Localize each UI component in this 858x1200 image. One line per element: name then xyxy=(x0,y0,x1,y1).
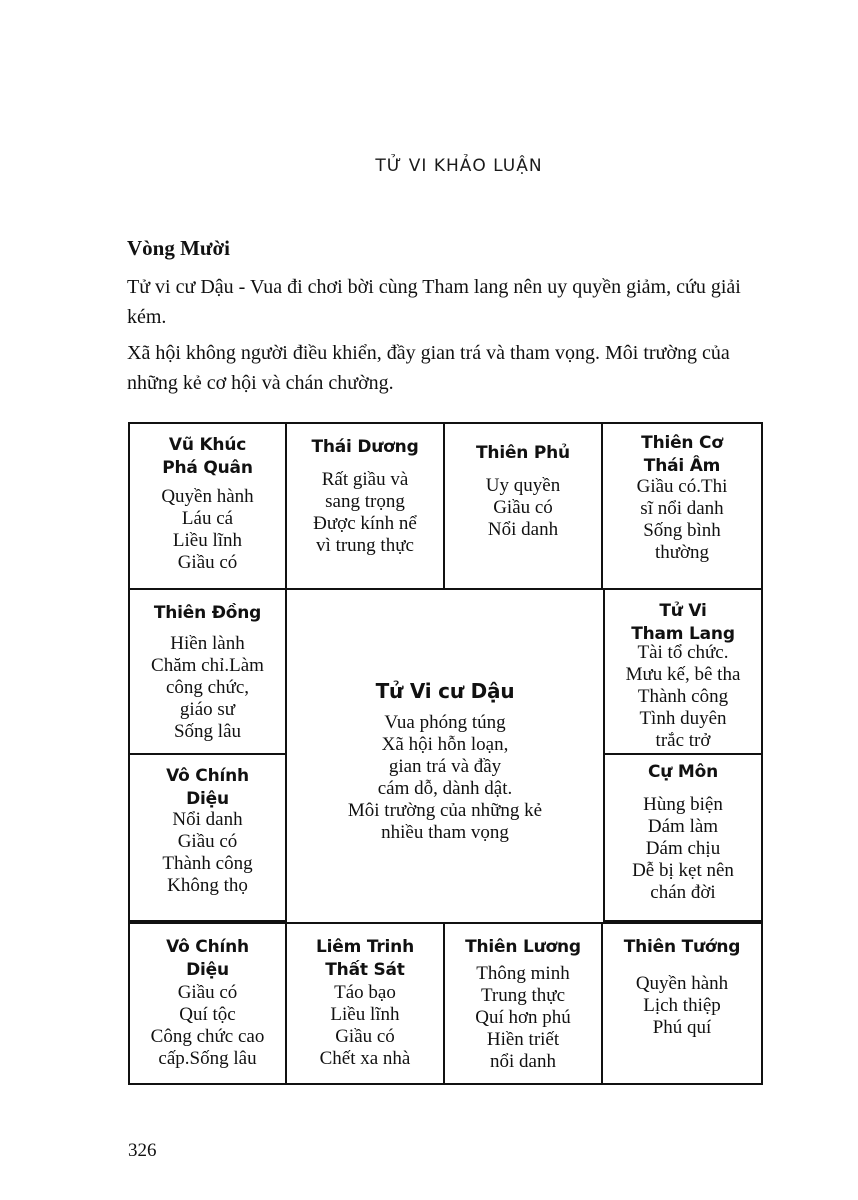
trait-line: Giầu có xyxy=(493,497,553,518)
trait-line: sĩ nổi danh xyxy=(640,498,724,519)
star-name: Vô Chính xyxy=(166,766,249,786)
trait-line: Láu cá xyxy=(181,508,234,529)
intro-paragraph: Tử vi cư Dậu - Vua đi chơi bời cùng Tham lang nên uy quyền giảm, cứu giải kém. xyxy=(127,276,741,328)
trait-line: thường xyxy=(654,542,710,563)
trait-line: Uy quyền xyxy=(485,475,561,496)
trait-line: Giầu có.Thi xyxy=(636,476,728,497)
trait-line: gian trá và đầy xyxy=(388,756,502,777)
trait-line: Không thọ xyxy=(167,875,248,896)
star-name: Thái Âm xyxy=(643,456,721,476)
palace-cell xyxy=(130,590,287,755)
center-palace xyxy=(287,590,603,922)
star-name: Diệu xyxy=(186,789,229,809)
trait-line: Trung thực xyxy=(480,985,566,1006)
star-name: Thất Sát xyxy=(325,960,405,980)
palace-cell xyxy=(603,590,761,755)
trait-line: Dễ bị kẹt nên xyxy=(632,860,734,881)
trait-line: Mưu kế, bê tha xyxy=(625,664,741,685)
trait-line: Quí hơn phú xyxy=(475,1007,571,1028)
trait-line: giáo sư xyxy=(179,699,236,720)
trait-line: Liều lĩnh xyxy=(330,1004,400,1025)
star-name: Tham Lang xyxy=(631,624,735,644)
trait-line: Rất giầu và xyxy=(321,469,409,490)
trait-line: công chức, xyxy=(165,677,250,698)
star-name: Thiên Cơ xyxy=(641,433,723,453)
palace-cell xyxy=(287,424,445,590)
trait-line: nhiều tham vọng xyxy=(381,822,509,843)
palace-cell xyxy=(603,922,761,1083)
star-name: Vũ Khúc xyxy=(168,435,247,455)
trait-line: cấp.Sống lâu xyxy=(158,1048,257,1069)
trait-line: vì trung thực xyxy=(316,535,414,556)
trait-line: Được kính nể xyxy=(313,513,417,534)
star-name: Thiên Tướng xyxy=(623,937,741,957)
trait-line: Hiền lành xyxy=(170,633,245,654)
palace-cell xyxy=(130,755,287,922)
trait-line: Tài tổ chức. xyxy=(637,642,729,663)
trait-line: Thành công xyxy=(637,686,729,707)
palace-cell xyxy=(603,755,761,922)
palace-cell xyxy=(287,922,445,1083)
trait-line: Lịch thiệp xyxy=(643,995,721,1016)
star-name: Liêm Trinh xyxy=(316,937,414,957)
trait-line: Dám làm xyxy=(647,816,719,837)
star-name: Diệu xyxy=(186,960,229,980)
palace-cell xyxy=(130,424,287,590)
trait-line: Sống lâu xyxy=(173,721,242,742)
trait-line: Quí tộc xyxy=(179,1004,236,1025)
center-title: Tử Vi cư Dậu xyxy=(375,679,515,703)
trait-line: Vua phóng túng xyxy=(384,712,506,733)
society-paragraph: Xã hội không người điều khiển, đầy gian trá và tham vọng. Môi trường của những kẻ cơ hội và chán chường. xyxy=(127,342,730,394)
trait-line: nổi danh xyxy=(490,1051,556,1072)
trait-line: Phú quí xyxy=(652,1017,712,1038)
trait-line: Táo bạo xyxy=(334,982,396,1003)
trait-line: Nổi danh xyxy=(487,519,559,540)
palace-cell xyxy=(130,922,287,1083)
running-head: TỬ VI KHẢO LUẬN xyxy=(375,156,543,176)
trait-line: Giầu có xyxy=(335,1026,395,1047)
trait-line: Tình duyên xyxy=(639,708,727,729)
star-name: Thiên Phủ xyxy=(476,443,570,463)
section-title: Vòng Mười xyxy=(127,236,230,260)
star-name: Phá Quân xyxy=(162,458,253,478)
trait-line: Thành công xyxy=(162,853,253,874)
palace-cell xyxy=(445,424,603,590)
star-name: Vô Chính xyxy=(166,937,249,957)
trait-line: Môi trường của những kẻ xyxy=(347,800,543,821)
star-name: Cự Môn xyxy=(648,762,718,782)
trait-line: Giầu có xyxy=(177,552,238,573)
star-name: Thiên Lương xyxy=(465,937,581,957)
trait-line: Xã hội hỗn loạn, xyxy=(381,734,509,755)
trait-line: Hiền triết xyxy=(486,1029,560,1050)
trait-line: sang trọng xyxy=(325,491,405,512)
star-name: Thiên Đồng xyxy=(153,603,262,623)
trait-line: Sống bình xyxy=(643,520,721,541)
trait-line: Nổi danh xyxy=(172,809,243,830)
star-name: Tử Vi xyxy=(659,601,707,621)
trait-line: chán đời xyxy=(650,882,716,903)
trait-line: Quyền hành xyxy=(635,973,729,994)
trait-line: Giầu có xyxy=(177,831,238,852)
trait-line: Công chức cao xyxy=(150,1026,265,1047)
trait-line: Hùng biện xyxy=(643,794,723,815)
trait-line: cám dỗ, dành dật. xyxy=(377,778,513,799)
trait-line: Liều lĩnh xyxy=(172,530,243,551)
trait-line: Chết xa nhà xyxy=(319,1048,411,1069)
trait-line: trắc trở xyxy=(655,730,711,751)
palace-cell xyxy=(603,424,761,590)
page-number: 326 xyxy=(128,1140,157,1161)
palace-cell xyxy=(445,922,603,1083)
horoscope-chart-grid xyxy=(128,422,763,1085)
trait-line: Thông minh xyxy=(476,963,570,984)
trait-line: Quyền hành xyxy=(161,486,254,507)
trait-line: Giầu có xyxy=(177,982,238,1003)
star-name: Thái Dương xyxy=(311,437,419,457)
trait-line: Dám chịu xyxy=(645,838,721,859)
trait-line: Chăm chỉ.Làm xyxy=(151,655,264,676)
